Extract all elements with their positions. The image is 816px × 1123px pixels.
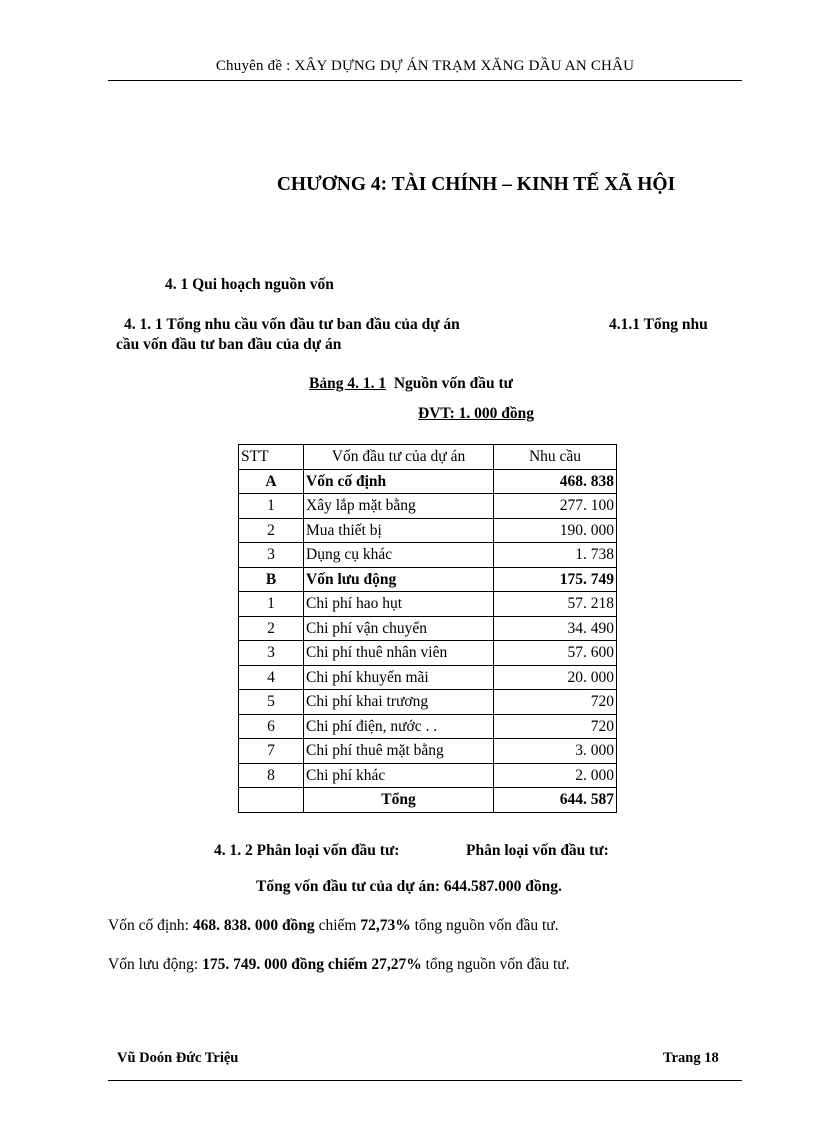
header-item: Vốn đầu tư của dự án — [304, 445, 494, 470]
header-amount: Nhu cầu — [494, 445, 617, 470]
row-stt: 3 — [239, 641, 304, 666]
table-unit: ĐVT: 1. 000 đồng — [418, 405, 534, 422]
row-amount: 20. 000 — [494, 665, 617, 690]
table-group-row — [239, 567, 617, 592]
table-caption — [309, 375, 513, 393]
chapter-title: CHƯƠNG 4: TÀI CHÍNH – KINH TẾ XÃ HỘI — [276, 174, 676, 195]
row-amount: 3. 000 — [494, 739, 617, 764]
row-item: Vốn cố định — [304, 469, 494, 494]
row-amount: 720 — [494, 690, 617, 715]
row-item: Chi phí vận chuyển — [304, 616, 494, 641]
row-item: Chi phí khác — [304, 763, 494, 788]
fixed-capital-line: Vốn cố định: 468. 838. 000 đồng chiếm 72,73% tổng nguồn vốn đầu tư. — [108, 917, 559, 934]
row-amount: 2. 000 — [494, 763, 617, 788]
row-item: Chi phí thuê mặt bằng — [304, 739, 494, 764]
row-stt: B — [239, 567, 304, 592]
table-row — [239, 494, 617, 519]
table-header-row — [239, 445, 617, 470]
header-stt: STT — [239, 445, 304, 470]
row-amount: 720 — [494, 714, 617, 739]
table-row — [239, 543, 617, 568]
row-stt: 3 — [239, 543, 304, 568]
section-4-1-1-heading: 4. 1. 1 Tổng nhu cầu vốn đầu tư ban đầu của dự án — [124, 316, 460, 333]
footer-author: Vũ Doón Đức Triệu — [117, 1050, 239, 1066]
section-4-1-1-heading-cont: cầu vốn đầu tư ban đầu của dự án — [116, 336, 342, 353]
row-amount: 1. 738 — [494, 543, 617, 568]
total-label: Tổng — [304, 788, 494, 813]
table-row — [239, 739, 617, 764]
table-row — [239, 763, 617, 788]
header-rule — [108, 80, 742, 81]
table-caption-label: Bảng 4. 1. 1 — [309, 375, 387, 392]
row-stt: 4 — [239, 665, 304, 690]
section-4-1-1-heading-repeat: 4.1.1 Tổng nhu — [609, 316, 708, 333]
row-stt: 1 — [239, 494, 304, 519]
row-stt: 8 — [239, 763, 304, 788]
row-stt: 1 — [239, 592, 304, 617]
row-stt: 7 — [239, 739, 304, 764]
table-row — [239, 665, 617, 690]
table-total-row — [239, 788, 617, 813]
row-item: Dụng cụ khác — [304, 543, 494, 568]
section-4-1-2-heading-repeat: Phân loại vốn đầu tư: — [466, 842, 609, 859]
table-row — [239, 616, 617, 641]
page-header-title: Chuyên đề : XÂY DỰNG DỰ ÁN TRẠM XĂNG DẦU AN CHÂU — [215, 58, 635, 74]
row-stt: 2 — [239, 518, 304, 543]
row-amount: 468. 838 — [494, 469, 617, 494]
table-row — [239, 690, 617, 715]
footer-rule — [108, 1080, 742, 1081]
row-stt: 6 — [239, 714, 304, 739]
row-amount: 175. 749 — [494, 567, 617, 592]
footer-page-number: Trang 18 — [663, 1050, 719, 1066]
table-row — [239, 714, 617, 739]
table-row — [239, 518, 617, 543]
table-group-row — [239, 469, 617, 494]
row-item: Vốn lưu động — [304, 567, 494, 592]
row-stt: 5 — [239, 690, 304, 715]
row-item: Chi phí thuê nhân viên — [304, 641, 494, 666]
row-amount: 34. 490 — [494, 616, 617, 641]
row-item: Chi phí khai trương — [304, 690, 494, 715]
table-caption-title: Nguồn vốn đầu tư — [393, 375, 513, 392]
total-stt — [239, 788, 304, 813]
row-item: Chi phí điện, nước . . — [304, 714, 494, 739]
section-4-1-heading: 4. 1 Qui hoạch nguồn vốn — [165, 276, 334, 293]
investment-table — [238, 444, 617, 813]
row-stt: 2 — [239, 616, 304, 641]
working-capital-line: Vốn lưu động: 175. 749. 000 đồng chiếm 27,27% tổng nguồn vốn đầu tư. — [108, 956, 570, 973]
total-investment-line: Tổng vốn đầu tư của dự án: 644.587.000 đồng. — [256, 878, 562, 895]
row-amount: 57. 600 — [494, 641, 617, 666]
table-row — [239, 641, 617, 666]
total-amount: 644. 587 — [494, 788, 617, 813]
row-amount: 190. 000 — [494, 518, 617, 543]
row-item: Mua thiết bị — [304, 518, 494, 543]
row-item: Xây lắp mặt bằng — [304, 494, 494, 519]
row-stt: A — [239, 469, 304, 494]
row-item: Chi phí khuyến mãi — [304, 665, 494, 690]
row-amount: 57. 218 — [494, 592, 617, 617]
section-4-1-2-heading: 4. 1. 2 Phân loại vốn đầu tư: — [214, 842, 400, 859]
row-item: Chi phí hao hụt — [304, 592, 494, 617]
row-amount: 277. 100 — [494, 494, 617, 519]
table-row — [239, 592, 617, 617]
